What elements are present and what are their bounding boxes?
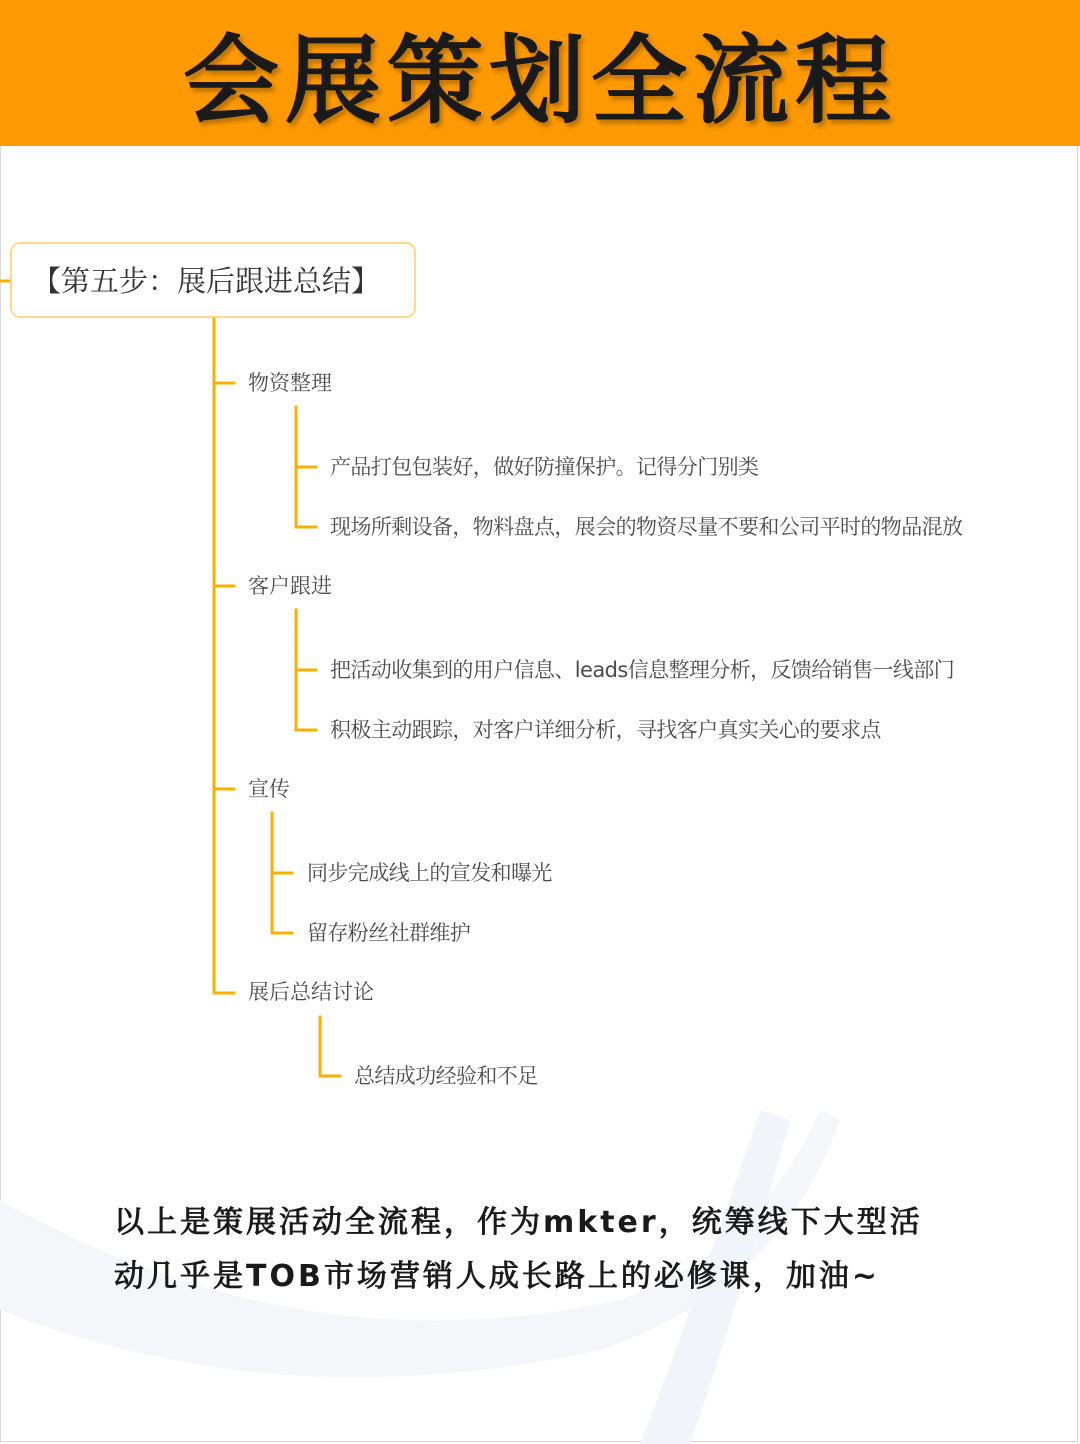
leaf-label-tracking: 积极主动跟踪，对客户详细分析，寻找客户真实关心的要求点 bbox=[330, 718, 881, 742]
leaf-label-community: 留存粉丝社群维护 bbox=[307, 921, 471, 945]
summary-text bbox=[114, 1196, 1014, 1304]
branch-label-customer-followup: 客户跟进 bbox=[248, 574, 332, 598]
branch-label-review: 展后总结讨论 bbox=[248, 980, 374, 1004]
leaf-label-leads: 把活动收集到的用户信息、leads信息整理分析，反馈给销售一线部门 bbox=[330, 658, 955, 682]
branch-label-promotion: 宣传 bbox=[248, 777, 290, 801]
leaf-label-online-promo: 同步完成线上的宣发和曝光 bbox=[307, 861, 552, 885]
page-title: 会展策划全流程 bbox=[183, 24, 897, 137]
summary-line-1: 以上是策展活动全流程，作为mkter，统筹线下大型活 bbox=[114, 1205, 923, 1240]
branch-label-materials: 物资整理 bbox=[248, 371, 332, 395]
leaf-label-packing: 产品打包包装好，做好防撞保护。记得分门别类 bbox=[330, 455, 759, 479]
leaf-label-lessons: 总结成功经验和不足 bbox=[354, 1064, 538, 1088]
root-node-label: 【第五步：展后跟进总结】 bbox=[32, 264, 381, 298]
leaf-label-inventory: 现场所剩设备，物料盘点，展会的物资尽量不要和公司平时的物品混放 bbox=[330, 515, 963, 539]
summary-line-2: 动几乎是TOB市场营销人成长路上的必修课，加油~ bbox=[114, 1259, 880, 1294]
